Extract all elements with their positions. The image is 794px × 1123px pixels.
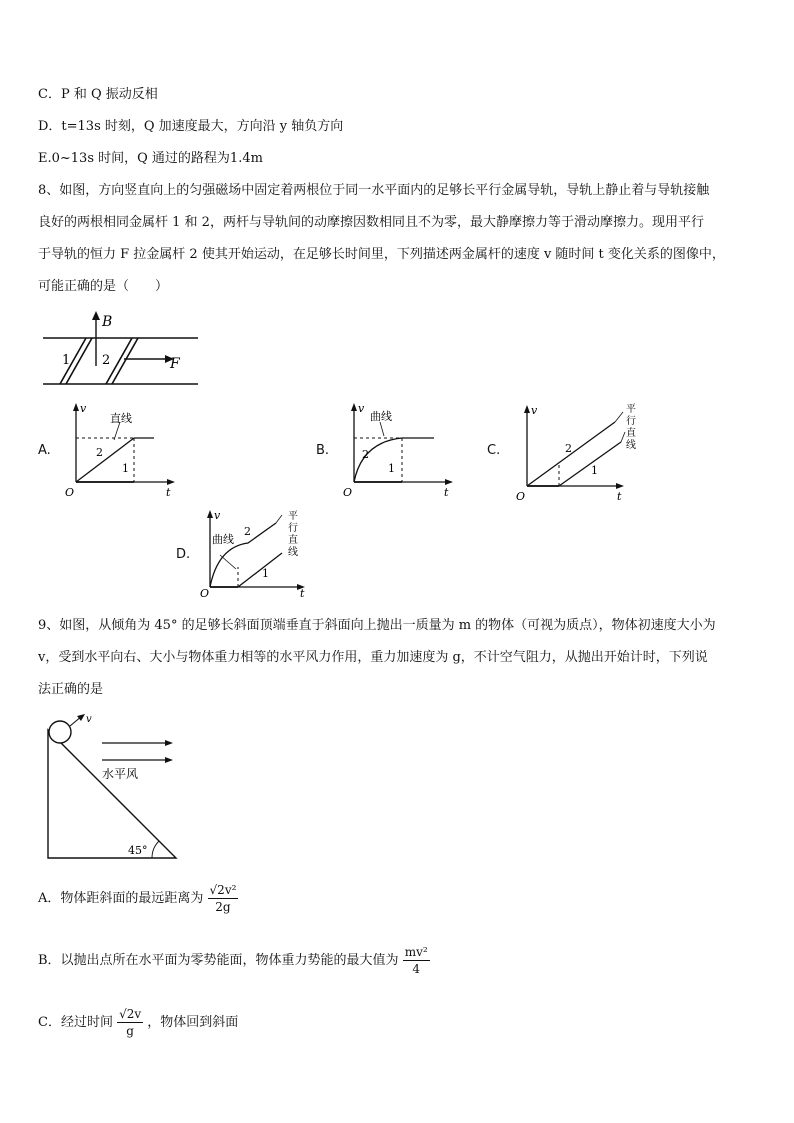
label-angle: 45° [128, 844, 148, 857]
q9-option-c-den: g [126, 1024, 134, 1038]
graph-b-t: t [444, 486, 449, 499]
q9-option-a-den: 2g [215, 900, 231, 914]
label-wind: 水平风 [102, 767, 139, 781]
q9-option-b-num: mv² [404, 945, 428, 959]
label-rod2: 2 [102, 353, 111, 368]
graph-a-line-2 [76, 438, 134, 482]
q8-option-c-label: C. [487, 443, 501, 458]
q9-option-c-tail: ，物体回到斜面 [147, 1015, 239, 1030]
graph-a-v: v [80, 402, 87, 415]
graph-d-ps-1: 行 [288, 523, 298, 534]
q8-stem-line1: 8、如图，方向竖直向上的匀强磁场中固定着两根位于同一水平面内的足够长平行金属导轨，导轨上静止着与导轨接触 [38, 183, 710, 198]
label-f: F [170, 356, 180, 372]
q9-option-b-fraction [403, 944, 430, 977]
graph-b-o: O [343, 486, 353, 499]
q9-option-c [38, 1006, 238, 1039]
graph-c-ps-0: 平 [626, 404, 636, 415]
q9-option-c-fraction [117, 1006, 143, 1039]
q9-option-b-text: B．以抛出点所在水平面为零势能面，物体重力势能的最大值为 [38, 953, 399, 968]
graph-a-straight: 直线 [110, 412, 132, 425]
q9-option-a-num: √2v² [209, 883, 237, 897]
graph-d-ps-2: 直 [288, 535, 298, 546]
graph-b-v: v [358, 402, 365, 415]
q9-option-a-fraction [208, 882, 239, 915]
graph-c-t: t [617, 490, 622, 502]
q7-option-c: C．P 和 Q 振动反相 [38, 87, 158, 102]
q7-option-d: D．t=13s 时刻，Q 加速度最大，方向沿 y 轴负方向 [38, 119, 344, 134]
q9-option-a [38, 882, 238, 915]
graph-c-ps-2: 直 [626, 428, 636, 439]
graph-b-one: 1 [388, 462, 395, 475]
q9-option-c-num: √2v [119, 1007, 142, 1021]
label-v: v [86, 714, 92, 725]
q9-option-b-den: 4 [412, 962, 420, 976]
q9-stem-line3: 法正确的是 [38, 682, 104, 697]
q8-graph-c [513, 402, 643, 502]
rod-2 [106, 338, 138, 384]
incline [48, 730, 176, 858]
graph-a-one: 1 [122, 462, 129, 475]
graph-d-t: t [300, 587, 305, 597]
graph-a-o: O [65, 486, 75, 499]
q9-incline-figure [40, 710, 190, 865]
q9-stem-line1: 9、如图，从倾角为 45° 的足够长斜面顶端垂直于斜面向上抛出一质量为 m 的物体（可视为质点），物体初速度大小为 [38, 618, 716, 633]
q8-stem-line3: 于导轨的恒力 F 拉金属杆 2 使其开始运动，在足够长时间里，下列描述两金属杆的速度 v 随时间 t 变化关系的图像中， [38, 247, 725, 262]
graph-c-two: 2 [565, 442, 572, 455]
graph-d-line-1 [238, 553, 282, 587]
q8-stem-line2: 良好的两根相同金属杆 1 和 2，两杆与导轨间的动摩擦因数相同且不为零，最大静摩擦力等于滑动摩擦力。现用平行 [38, 215, 704, 230]
label-rod1: 1 [62, 353, 71, 368]
graph-c-ps-1: 行 [626, 416, 636, 427]
q7-option-e: E.0~13s 时间，Q 通过的路程为1.4m [38, 151, 263, 166]
graph-c-ps-3: 线 [626, 440, 636, 451]
graph-c-v: v [531, 404, 538, 417]
graph-d-v: v [214, 509, 221, 522]
q8-graph-a [62, 400, 186, 500]
graph-c-o: O [516, 490, 526, 502]
q9-stem-line2: v，受到水平向右、大小与物体重力相等的水平风力作用，重力加速度为 g，不计空气阻力，从抛出开始计时，下列说 [38, 650, 708, 665]
q8-graph-b [340, 400, 464, 500]
graph-a-t: t [166, 486, 171, 499]
graph-c-one: 1 [591, 464, 598, 477]
label-b: B [102, 314, 113, 330]
graph-d-one: 1 [262, 567, 269, 580]
q9-option-c-text: C．经过时间 [38, 1015, 113, 1030]
q8-graph-d [200, 507, 324, 597]
q8-option-d-label: D. [176, 547, 191, 562]
graph-b-curve-label: 曲线 [370, 410, 392, 423]
ball [49, 721, 71, 743]
graph-d-ps-3: 线 [288, 547, 298, 558]
q8-stem-line4: 可能正确的是（ ） [38, 279, 169, 294]
q9-option-a-text: A．物体距斜面的最远距离为 [38, 891, 204, 906]
q8-option-b-label: B. [316, 443, 330, 458]
graph-a-two: 2 [96, 446, 103, 459]
graph-d-ps-0: 平 [288, 511, 298, 522]
q8-option-a-label: A. [38, 443, 51, 458]
graph-d-o: O [200, 587, 210, 597]
graph-d-curve-label: 曲线 [212, 533, 234, 546]
graph-d-two: 2 [244, 525, 251, 538]
graph-b-two: 2 [362, 448, 369, 461]
q9-option-b [38, 944, 430, 977]
q8-rails-figure [38, 308, 208, 390]
